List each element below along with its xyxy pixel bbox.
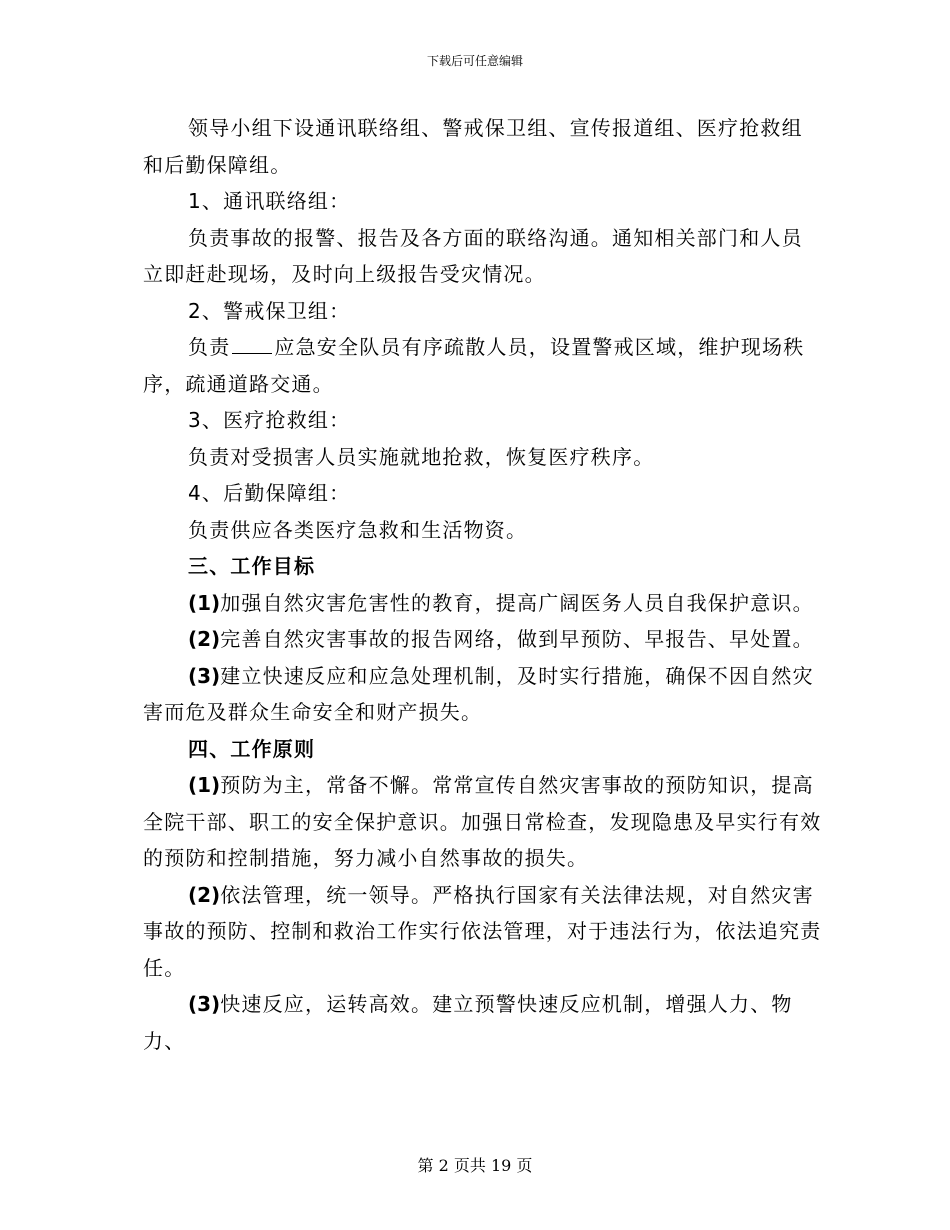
paragraph-security-duty <box>143 329 823 402</box>
security-duty-text: 应急安全队员有序疏散人员，设置警戒区域，维护现场秩序，疏通道路交通。 <box>143 335 805 396</box>
goal-item-3 <box>143 658 823 731</box>
heading-security-group: 2、警戒保卫组： <box>188 298 351 323</box>
principle-item-2 <box>143 877 823 987</box>
goal-text: 加强自然灾害危害性的教育，提高广阔医务人员自我保护意识。 <box>220 590 814 615</box>
section-heading-principles: 四、工作原则 <box>188 736 316 761</box>
blank-underline <box>232 335 272 354</box>
heading-logistics-group: 4、后勤保障组： <box>188 481 351 505</box>
paragraph-medical-duty: 负责对受损害人员实施就地抢救，恢复医疗秩序。 <box>188 444 655 469</box>
section-heading-goals: 三、工作目标 <box>188 554 316 578</box>
paragraph-subgroups: 领导小组下设通讯联络组、警戒保卫组、宣传报道组、医疗抢救组和后勤保障组。 <box>143 116 803 177</box>
principle-number: (1) <box>188 773 221 797</box>
goal-item-1 <box>143 585 823 622</box>
principle-number: (3) <box>188 992 221 1016</box>
goal-text: 建立快速反应和应急处理机制，及时实行措施，确保不因自然灾害而危及群众生命安全和财产损失。 <box>143 663 814 724</box>
goal-number: (1) <box>188 590 221 615</box>
page-header: 下载后可任意编辑 <box>426 54 523 68</box>
principle-item-1 <box>143 767 823 877</box>
security-duty-lead: 负责 <box>188 335 231 359</box>
principle-text: 预防为主，常备不懈。常常宣传自然灾害事故的预防知识，提高全院干部、职工的安全保护意识。加强日常检查，发现隐患及早实行有效的预防和控制措施，努力减小自然事故的损失。 <box>143 773 822 870</box>
heading-medical-group: 3、医疗抢救组： <box>188 408 351 432</box>
goal-number: (2) <box>188 627 221 651</box>
principle-item-3 <box>143 986 823 1059</box>
principle-text: 依法管理，统一领导。严格执行国家有关法律法规，对自然灾害事故的预防、控制和救治工作实行依法管理，对于违法行为，依法追究责任。 <box>143 882 822 980</box>
principle-number: (2) <box>188 882 221 907</box>
document-body <box>143 110 823 1059</box>
heading-communication-group: 1、通讯联络组： <box>188 189 351 213</box>
goal-item-2 <box>143 621 823 658</box>
page-footer: 第 2 页共 19 页 <box>417 1156 533 1175</box>
goal-number: (3) <box>188 663 221 688</box>
goal-text: 完善自然灾害事故的报告网络，做到早预防、早报告、早处置。 <box>220 627 814 651</box>
paragraph-communication-duty: 负责事故的报警、报告及各方面的联络沟通。通知相关部门和人员立即赶赴现场，及时向上级报告受灾情况。 <box>143 225 803 286</box>
principle-text: 快速反应，运转高效。建立预警快速反应机制，增强人力、物力、 <box>143 992 793 1053</box>
paragraph-logistics-duty: 负责供应各类医疗急救和生活物资。 <box>188 517 528 542</box>
